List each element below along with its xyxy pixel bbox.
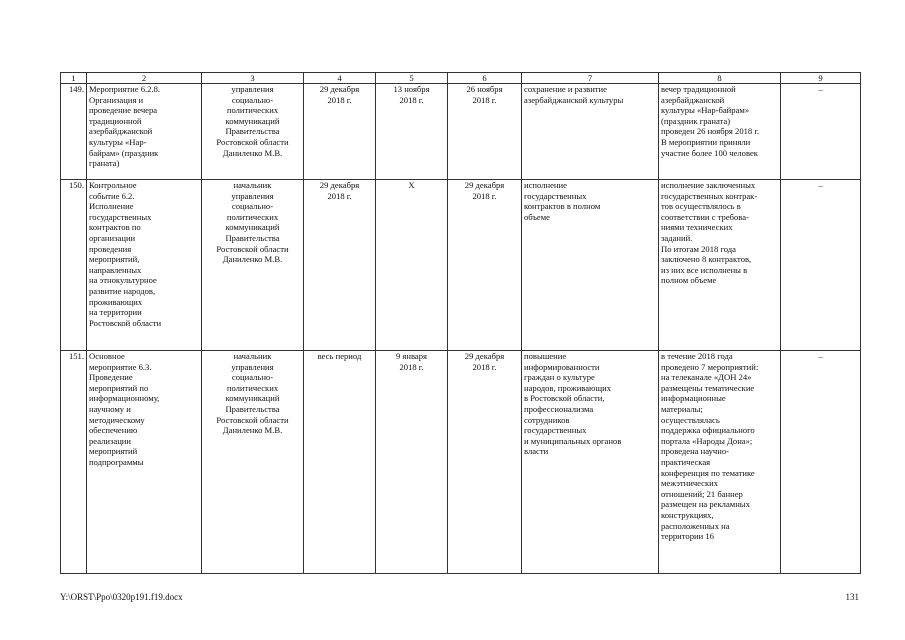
column-number: 2 xyxy=(87,73,202,84)
row-number: 151. xyxy=(61,351,87,574)
responsible-person: начальник управления социально- политических коммуникаций Правительства Ростовской области Даниленко М.В. xyxy=(202,180,304,351)
actual-start-date: X xyxy=(376,180,448,351)
actual-result: исполнение заключенных государственных контрак- тов осуществлялось в соответствии с требова- ниями технических заданий. По итогам 2018 года заключено 8 контрактов, из них все исполнены в полном объеме xyxy=(659,180,781,351)
planned-result: повышение информированности граждан о культуре народов, проживающих в Ростовской области, профессионализма сотрудников государственных и муниципальных органов власти xyxy=(522,351,659,574)
planned-result: сохранение и развитие азербайджанской культуры xyxy=(522,84,659,180)
planned-result: исполнение государственных контрактов в полном объеме xyxy=(522,180,659,351)
column-number: 3 xyxy=(202,73,304,84)
responsible-person: управления социально- политических коммуникаций Правительства Ростовской области Даниленко М.В. xyxy=(202,84,304,180)
footer-file-path: Y:\ORST\Ppo\0320p191.f19.docx xyxy=(60,592,183,602)
actual-start-date: 13 ноября 2018 г. xyxy=(376,84,448,180)
responsible-person: начальник управления социально- политических коммуникаций Правительства Ростовской области Даниленко М.В. xyxy=(202,351,304,574)
column-number-row xyxy=(61,73,861,84)
column-number: 5 xyxy=(376,73,448,84)
column-number: 8 xyxy=(659,73,781,84)
table-row xyxy=(61,351,861,574)
footer-page-number: 131 xyxy=(845,592,859,602)
report-table xyxy=(60,72,861,574)
row-number: 149. xyxy=(61,84,87,180)
column-number: 9 xyxy=(781,73,861,84)
event-name: Контрольное событие 6.2. Исполнение государственных контрактов по организации проведения мероприятий, направленных на этнокультурное развитие народов, проживающих на территории Ростовской области xyxy=(87,180,202,351)
actual-result: в течение 2018 года проведено 7 мероприятий: на телеканале «ДОН 24» размещены тематические информационные материалы; осуществлялась поддержка официального портала «Народы Дона»; проведена научно- практическая конференция по тематике межэтнических отношений; 21 баннер размещен на рекламных конструкциях, расположенных на территории 16 xyxy=(659,351,781,574)
note: – xyxy=(781,351,861,574)
note: – xyxy=(781,84,861,180)
column-number: 4 xyxy=(304,73,376,84)
actual-start-date: 9 января 2018 г. xyxy=(376,351,448,574)
table-row xyxy=(61,180,861,351)
column-number: 1 xyxy=(61,73,87,84)
planned-end-date: 29 декабря 2018 г. xyxy=(304,180,376,351)
actual-end-date: 29 декабря 2018 г. xyxy=(448,351,522,574)
planned-end-date: весь период xyxy=(304,351,376,574)
row-number: 150. xyxy=(61,180,87,351)
note: – xyxy=(781,180,861,351)
column-number: 7 xyxy=(522,73,659,84)
table-row xyxy=(61,84,861,180)
event-name: Основное мероприятие 6.3. Проведение мероприятий по информационному, научному и методическому обеспечению реализации мероприятий подпрограммы xyxy=(87,351,202,574)
actual-result: вечер традиционной азербайджанской культуры «Нар-байрам» (праздник граната) проведен 26 ноября 2018 г. В мероприятии приняли участие более 100 человек xyxy=(659,84,781,180)
event-name: Мероприятие 6.2.8. Организация и проведение вечера традиционной азербайджанской культуры «Нар- байрам» (праздник граната) xyxy=(87,84,202,180)
planned-end-date: 29 декабря 2018 г. xyxy=(304,84,376,180)
actual-end-date: 26 ноября 2018 г. xyxy=(448,84,522,180)
column-number: 6 xyxy=(448,73,522,84)
actual-end-date: 29 декабря 2018 г. xyxy=(448,180,522,351)
